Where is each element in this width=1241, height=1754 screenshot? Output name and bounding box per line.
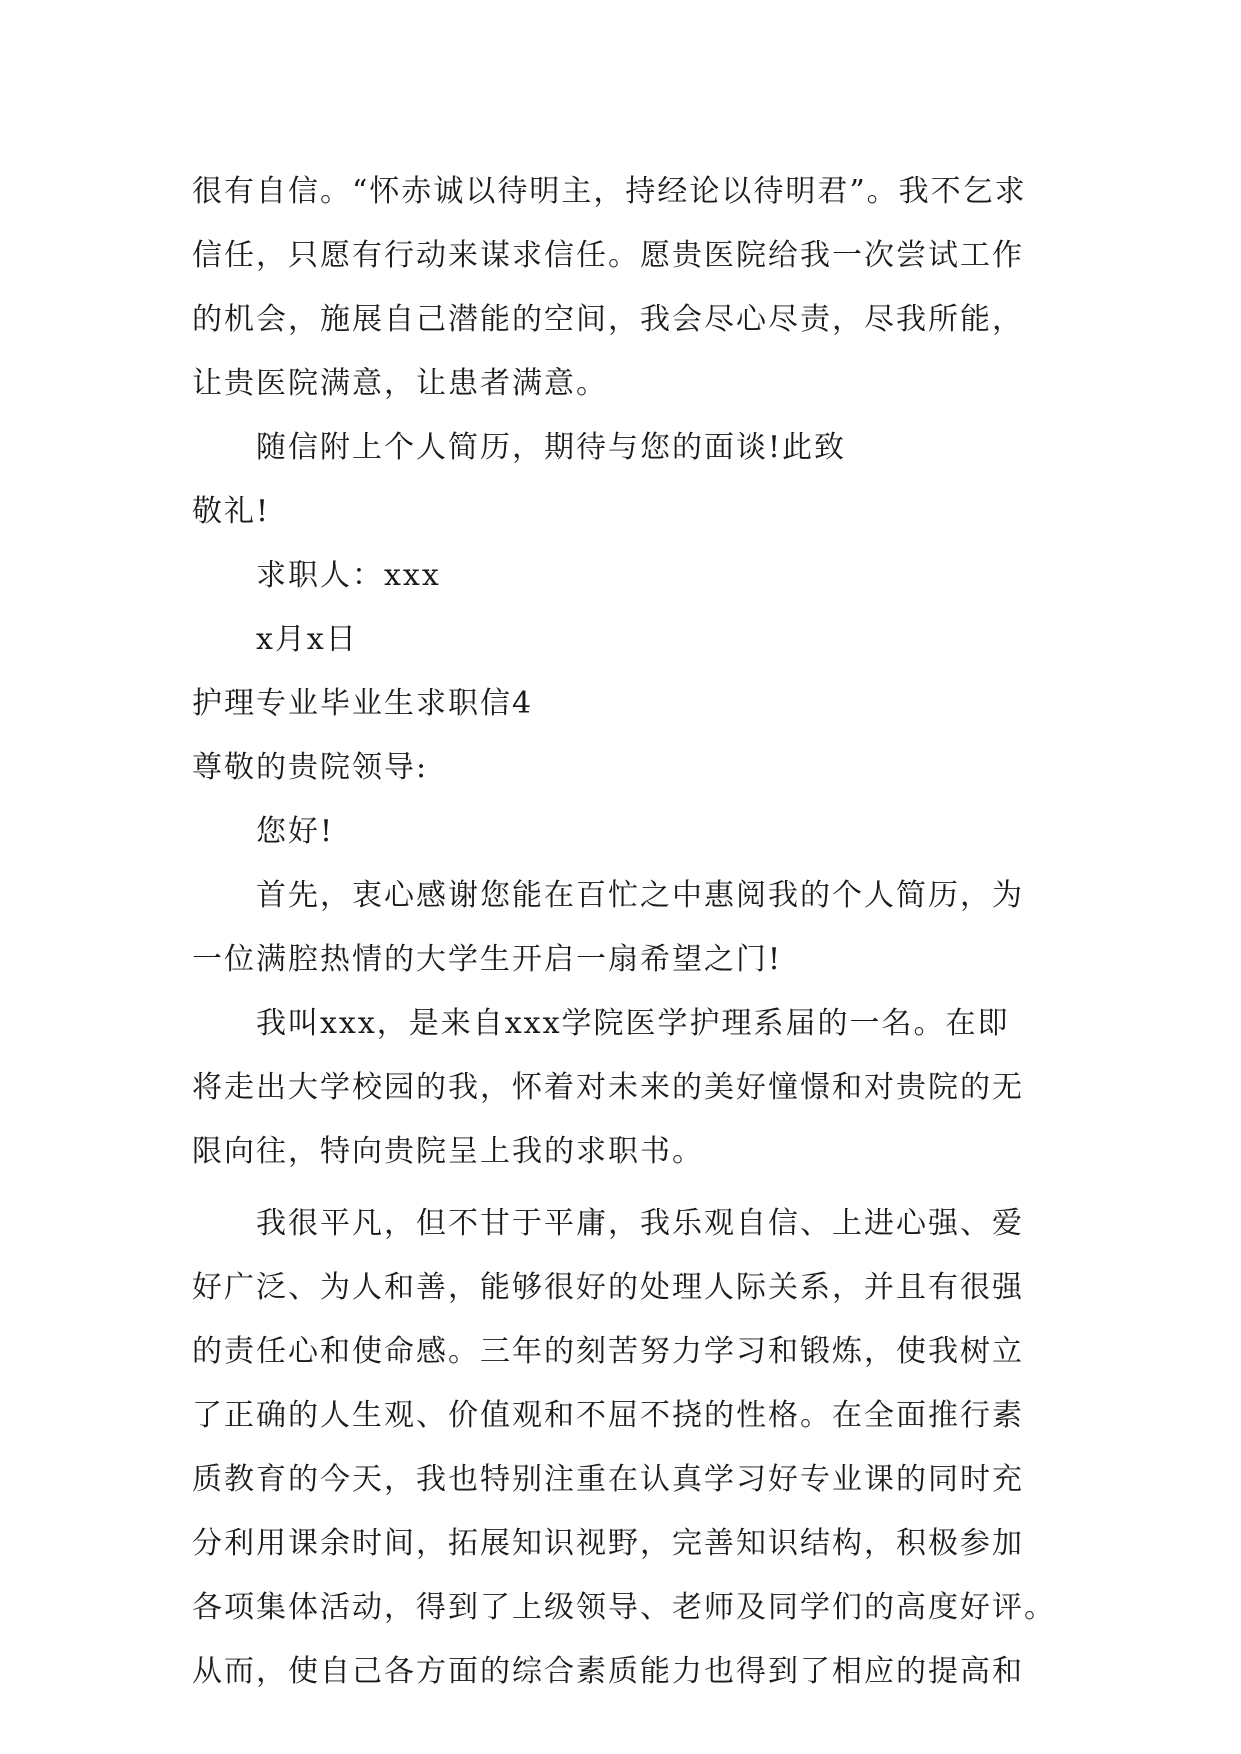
paragraph-line: 将走出大学校园的我，怀着对未来的美好憧憬和对贵院的无 [192,1070,1024,1105]
paragraph-line: 的责任心和使命感。三年的刻苦努力学习和锻炼，使我树立 [192,1334,1024,1369]
paragraph-line: 好广泛、为人和善，能够很好的处理人际关系，并且有很强 [192,1270,1024,1305]
paragraph-line: 各项集体活动，得到了上级领导、老师及同学们的高度好评。 [192,1590,1056,1625]
signature-name: 求职人：xxx [256,558,441,593]
paragraph-line: 分利用课余时间，拓展知识视野，完善知识结构，积极参加 [192,1526,1024,1561]
paragraph-line: 信任，只愿有行动来谋求信任。愿贵医院给我一次尝试工作 [192,238,1024,273]
greeting: 您好! [256,814,335,849]
paragraph-line: 限向往，特向贵院呈上我的求职书。 [192,1134,704,1169]
section-title: 护理专业毕业生求职信4 [192,686,534,721]
signature-date: x月x日 [256,622,358,657]
closing-line: 随信附上个人简历，期待与您的面谈!此致 [256,430,847,465]
letter-salutation: 尊敬的贵院领导: [192,750,429,785]
paragraph-line: 我叫xxx，是来自xxx学院医学护理系届的一名。在即 [256,1006,1010,1041]
paragraph-line: 首先，衷心感谢您能在百忙之中惠阅我的个人简历，为 [256,878,1024,913]
paragraph-line: 了正确的人生观、价值观和不屈不挠的性格。在全面推行素 [192,1398,1024,1433]
paragraph-line: 一位满腔热情的大学生开启一扇希望之门! [192,942,783,977]
paragraph-line: 从而，使自己各方面的综合素质能力也得到了相应的提高和 [192,1654,1024,1689]
paragraph-line: 我很平凡，但不甘于平庸，我乐观自信、上进心强、爱 [256,1206,1024,1241]
paragraph-line: 让贵医院满意，让患者满意。 [192,366,608,401]
paragraph-line: 的机会，施展自己潜能的空间，我会尽心尽责，尽我所能， [192,302,1024,337]
salutation-close: 敬礼! [192,494,271,529]
paragraph-line: 很有自信。“怀赤诚以待明主，持经论以待明君”。我不乞求 [192,174,1027,209]
paragraph-line: 质教育的今天，我也特别注重在认真学习好专业课的同时充 [192,1462,1024,1497]
document-body [192,160,1072,1704]
